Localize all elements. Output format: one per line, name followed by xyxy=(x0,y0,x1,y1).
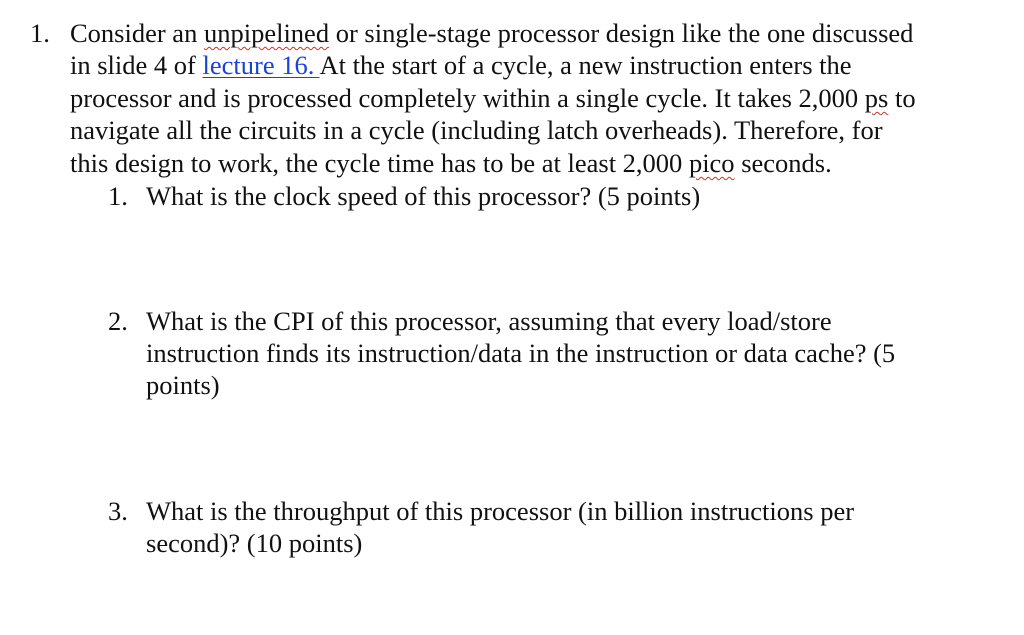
subquestion-3-number: 3. xyxy=(108,496,128,526)
question-line-2 xyxy=(70,49,852,81)
question-text: At the start of a cycle, a new instruction enters the xyxy=(319,50,852,80)
subquestion-2-line-3: points) xyxy=(146,370,220,400)
question-text: processor and is processed completely within a single cycle. It takes 2,000 xyxy=(70,83,865,113)
question-line-3 xyxy=(70,82,916,114)
question-line-5 xyxy=(70,147,832,179)
question-number: 1. xyxy=(30,18,50,48)
question-text: to xyxy=(888,83,916,113)
question-text: or single-stage processor design like the one discussed xyxy=(329,18,914,48)
subquestion-3-line-2: second)? (10 points) xyxy=(146,528,363,558)
subquestion-1-line-1: What is the clock speed of this processor? (5 points) xyxy=(146,181,701,211)
question-text: Consider an xyxy=(70,18,204,48)
lecture-link[interactable]: lecture 16. xyxy=(202,50,320,80)
subquestion-2-line-2: instruction finds its instruction/data in the instruction or data cache? (5 xyxy=(146,338,896,368)
question-line-4 xyxy=(70,114,883,146)
subquestion-3-line-1: What is the throughput of this processor (in billion instructions per xyxy=(146,496,855,526)
question-text: navigate all the circuits in a cycle (including latch overheads). Therefore, for xyxy=(70,115,883,145)
question-text: seconds. xyxy=(734,148,832,178)
question-text: this design to work, the cycle time has to be at least 2,000 xyxy=(70,148,689,178)
question-line-1 xyxy=(70,17,913,49)
question-text: in slide 4 of xyxy=(70,50,203,80)
misspelled-word: pico xyxy=(688,148,735,178)
misspelled-word: ps xyxy=(864,83,889,113)
misspelled-word: unpipelined xyxy=(203,18,330,48)
subquestion-2-line-1: What is the CPI of this processor, assuming that every load/store xyxy=(146,306,832,336)
subquestion-2-number: 2. xyxy=(108,306,128,336)
subquestion-1-number: 1. xyxy=(108,181,128,211)
